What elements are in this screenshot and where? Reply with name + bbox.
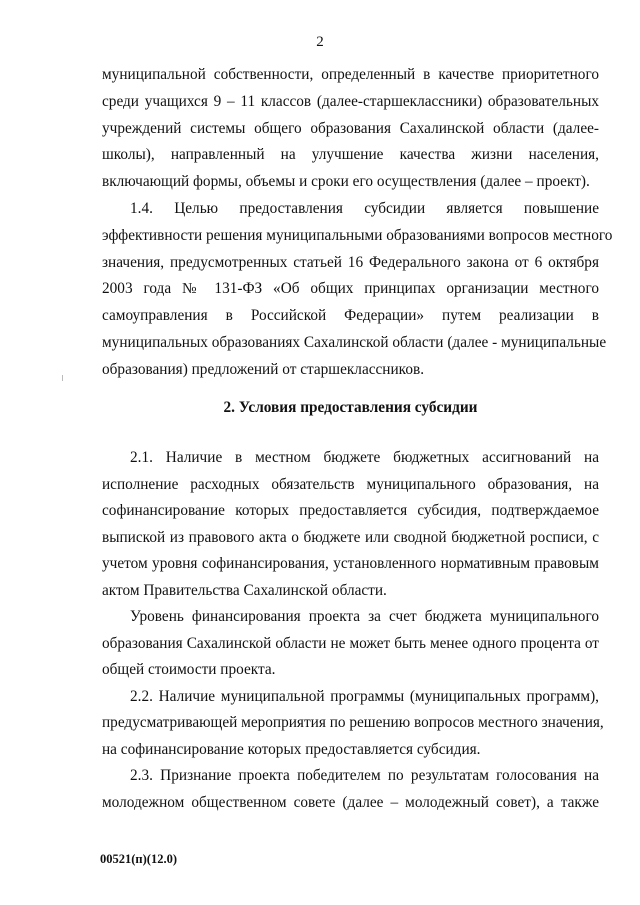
text-line: муниципальной собственности, определенный в качестве приоритетного — [102, 66, 599, 83]
paragraph-2-2-line: на софинансирование которых предоставляется субсидия. — [102, 740, 481, 758]
section2-text — [102, 445, 604, 816]
paragraph-2-1-line: учетом уровня софинансирования, установленного нормативным правовым — [102, 555, 599, 572]
paragraph-1-4-line: эффективности решения муниципальными образованиями вопросов местного — [102, 226, 613, 244]
paragraph-2-1-line: 2.1. Наличие в местном бюджете бюджетных ассигнований на — [130, 449, 599, 466]
paragraph-1-4-line: значения, предусмотренных статьей 16 Федерального закона от 6 октября — [102, 253, 599, 271]
text-line: среди учащихся 9 – 11 классов (далее-старшеклассники) образовательных — [102, 92, 599, 110]
paragraph-1-4-line: 1.4. Целью предоставления субсидии является повышение — [130, 199, 599, 217]
document-code: 00521(п)(12.0) — [100, 852, 177, 866]
paragraph-2-1-line: софинансирование которых предоставляется субсидия, подтверждаемое — [102, 502, 599, 519]
paragraph-2-1-line: исполнение расходных обязательств муниципального образования, на — [102, 475, 599, 493]
text-line: учреждений системы общего образования Сахалинской области (далее- — [102, 119, 599, 137]
paragraph-2-1-line: актом Правительства Сахалинской области. — [102, 581, 387, 599]
paragraph-2-2-line: предусматривающей мероприятия по решению вопросов местного значения, — [102, 714, 604, 731]
section-2-heading: 2. Условия предоставления субсидии — [223, 399, 478, 416]
text-line: школы), направленный на улучшение качества жизни населения, — [102, 146, 599, 164]
paragraph-1-4-line: муниципальных образованиях Сахалинской области (далее - муниципальные — [102, 333, 607, 351]
paragraph-2-3-line: 2.3. Признание проекта победителем по результатам голосования на — [130, 767, 599, 784]
paragraph-1-4-line: самоуправления в Российской Федерации» путем реализации в — [102, 307, 599, 325]
section1-text — [102, 62, 613, 384]
paragraph-1-4-line: 2003 года № 131-ФЗ «Об общих принципах организации местного — [102, 280, 599, 298]
paragraph-2-1b-line: общей стоимости проекта. — [102, 661, 276, 678]
text-line: включающий формы, объемы и сроки его осуществления (далее – проект). — [102, 173, 590, 191]
paragraph-1-4-line: образования) предложений от старшеклассников. — [102, 360, 425, 378]
paragraph-2-2-line: 2.2. Наличие муниципальной программы (муниципальных программ), — [130, 687, 599, 705]
page-number: 2 — [316, 34, 324, 50]
paragraph-2-1-line: выпиской из правового акта о бюджете или сводной бюджетной росписи, с — [102, 528, 599, 546]
paragraph-2-3-line: молодежном общественном совете (далее – молодежный совет), а также — [102, 793, 599, 811]
paragraph-2-1b-line: Уровень финансирования проекта за счет бюджета муниципального — [130, 608, 599, 625]
paragraph-2-1b-line: образования Сахалинской области не может быть менее одного процента от — [102, 634, 599, 652]
scan-artifact — [62, 375, 63, 381]
